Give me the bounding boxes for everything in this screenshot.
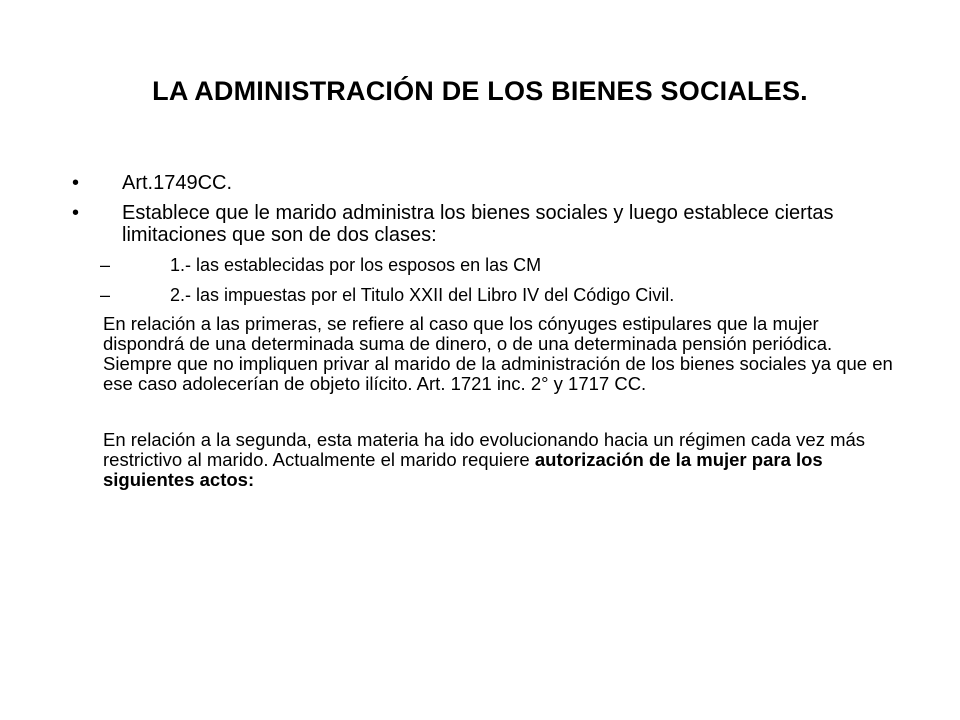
slide-body — [72, 172, 902, 490]
dash-marker: – — [100, 255, 111, 275]
bullet-text: Establece que le marido administra los bienes sociales y luego establece ciertas limitaciones que son de dos clases: — [122, 202, 834, 246]
sub-bullet-text: 2.- las impuestas por el Titulo XXII del Libro IV del Código Civil. — [170, 285, 675, 305]
bullet-item — [72, 202, 902, 246]
paragraph-segunda-text: En relación a la segunda, esta materia ha ido evolucionando hacia un régimen cada vez más restrictivo al marido. Actualmente el marido requiere — [103, 429, 866, 470]
dash-marker: – — [100, 285, 111, 305]
bullet-marker: • — [72, 172, 80, 194]
bullet-marker: • — [72, 202, 80, 224]
sub-bullet-text: 1.- las establecidas por los esposos en las CM — [170, 255, 542, 275]
paragraph-segunda-bold: autorización de la mujer para los siguientes actos: — [103, 449, 823, 490]
sub-bullet-item — [100, 254, 902, 276]
bullet-item — [72, 172, 902, 194]
sub-bullet-item — [100, 284, 902, 306]
paragraph-primeras: En relación a las primeras, se refiere al caso que los cónyuges estipulares que la mujer dispondrá de una determinada suma de dinero, o de una determinada pensión periódica. Siempre que no impliquen privar al marido de la administración de los bienes sociales ya que en ese caso adolecerían de objeto ilícito. Art. 1721 inc. 2° y 1717 CC. — [103, 313, 893, 394]
paragraph-segunda — [72, 430, 902, 490]
slide-title: LA ADMINISTRACIÓN DE LOS BIENES SOCIALES. — [152, 76, 808, 106]
bullet-text: Art.1749CC. — [122, 172, 233, 194]
